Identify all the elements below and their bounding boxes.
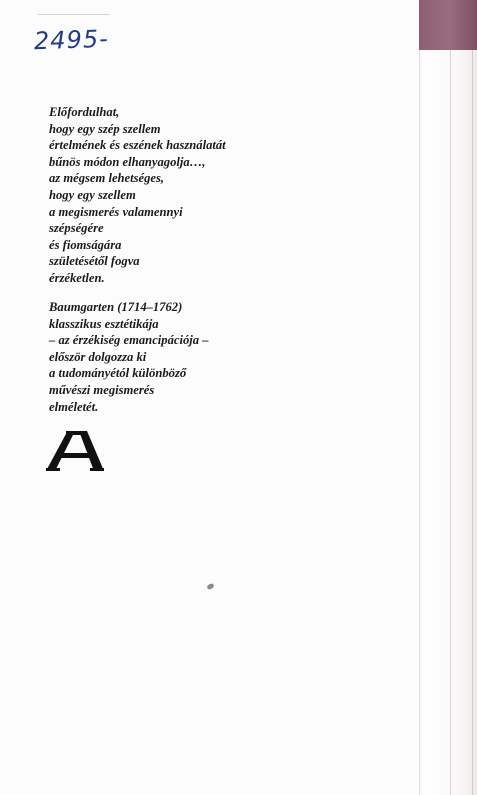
- text-line: és fiomságára: [49, 237, 122, 252]
- quote-stanza: [49, 104, 226, 287]
- text-line: művészi megismerés: [49, 382, 155, 397]
- pencil-rule: [38, 14, 110, 15]
- description-stanza: [49, 299, 209, 415]
- text-line: Baumgarten (1714–1762): [49, 300, 183, 314]
- text-line: először dolgozza ki: [49, 349, 147, 364]
- text-line: klasszikus esztétikája: [49, 316, 159, 331]
- book-spine-edge: [419, 0, 477, 795]
- text-line: a megismerés valamennyi: [49, 204, 183, 219]
- text-line: elméletét.: [49, 399, 99, 414]
- text-line: bűnös módon elhanyagolja…,: [49, 154, 206, 169]
- text-line: az mégsem lehetséges,: [49, 171, 165, 186]
- ink-speck: [206, 583, 214, 590]
- text-line: születésétől fogva: [49, 254, 140, 269]
- handwritten-inventory-number: 2495-: [33, 24, 110, 56]
- text-line: érzéketlen.: [49, 270, 105, 285]
- text-line: hogy egy szép szellem: [49, 121, 161, 136]
- text-line: a tudományétól különböző: [49, 366, 187, 381]
- text-line: hogy egy szellem: [49, 187, 136, 202]
- spine-fold-line: [419, 0, 420, 795]
- spine-edge-line: [472, 0, 473, 795]
- spine-fold-line: [450, 0, 451, 795]
- text-line: szépségére: [49, 221, 104, 236]
- text-line: – az érzékiség emancipációja –: [49, 333, 209, 348]
- publisher-a-logo-icon: [46, 431, 104, 471]
- text-line: Előfordulhat,: [49, 105, 120, 119]
- spine-color-band: [419, 0, 477, 50]
- text-line: értelmének és eszének használatát: [49, 138, 226, 153]
